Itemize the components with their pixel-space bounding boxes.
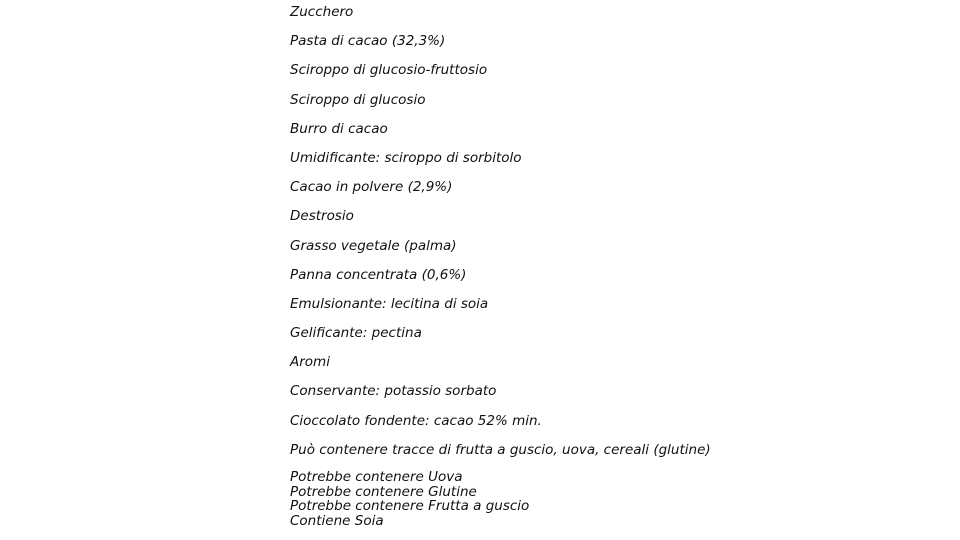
ingredient-item: Sciroppo di glucosio-fruttosio (290, 62, 488, 79)
ingredient-item: Burro di cacao (290, 120, 388, 137)
ingredient-item: Destrosio (290, 208, 354, 225)
ingredient-item: Sciroppo di glucosio (290, 91, 426, 108)
ingredient-item: Panna concentrata (0,6%) (290, 266, 467, 283)
ingredient-list (290, 0, 930, 459)
allergen-item: Potrebbe contenere Uova (290, 469, 463, 485)
ingredient-item: Zucchero (290, 4, 354, 20)
ingredient-item: Cacao in polvere (2,9%) (290, 179, 453, 196)
ingredient-item: Cioccolato fondente: cacao 52% min. (290, 412, 542, 429)
ingredient-item: Conservante: potassio sorbato (290, 383, 497, 400)
ingredient-item: Può contenere tracce di frutta a guscio, uova, cereali (glutine) (290, 441, 711, 458)
ingredient-item: Umidificante: sciroppo di sorbitolo (290, 149, 522, 166)
ingredient-item: Gelificante: pectina (290, 325, 422, 342)
ingredient-item: Pasta di cacao (32,3%) (290, 33, 446, 50)
allergen-item: Potrebbe contenere Frutta a guscio (290, 498, 530, 515)
ingredient-item: Aromi (290, 354, 330, 371)
allergen-list (290, 470, 529, 528)
allergen-item: Potrebbe contenere Glutine (290, 483, 477, 500)
ingredient-item: Grasso vegetale (palma) (290, 237, 457, 254)
ingredient-item: Emulsionante: lecitina di soia (290, 295, 489, 312)
allergen-item: Contiene Soia (290, 512, 384, 529)
